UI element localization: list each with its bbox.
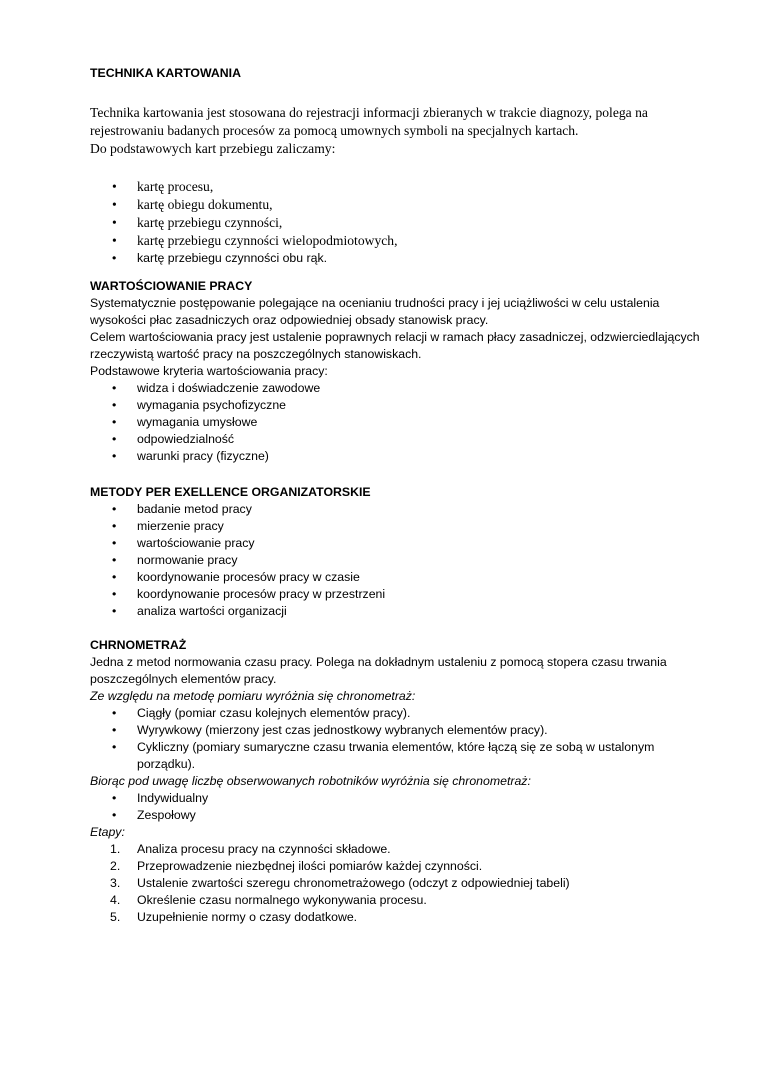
list-item: • Cykliczny (pomiary sumaryczne czasu trwania elementów, które łączą się ze sobą w ustalonym porządku). (90, 739, 710, 773)
list-item (90, 875, 710, 892)
chronometraz-subheading-method: Ze względu na metodę pomiaru wyróżnia się chronometraż: (90, 689, 416, 703)
chronometraz-paragraph-1: Jedna z metod normowania czasu pracy. Polega na dokładnym ustaleniu z pomocą stopera czasu trwania poszczególnych elementów pracy. (90, 655, 667, 686)
heading-wartosciowanie-pracy: WARTOŚCIOWANIE PRACY (90, 279, 253, 293)
chronometraz-method-list (90, 705, 710, 773)
step-text: Analiza procesu pracy na czynności składowe. (137, 842, 391, 856)
step-text: Przeprowadzenie niezbędnej ilości pomiarów każdej czynności. (137, 859, 483, 873)
list-item (90, 909, 710, 926)
list-item: • odpowiedzialność (90, 431, 710, 448)
technika-list (90, 178, 710, 267)
wartosciowanie-paragraph-1: Systematycznie postępowanie polegające na ocenianiu trudności pracy i jej uciążliwości w celu ustalenia wysokości płac zasadniczych oraz odpowiedniej obsady stanowisk pracy. (90, 296, 660, 327)
step-number: 5. (110, 910, 121, 924)
list-item: • kartę przebiegu czynności, (90, 214, 710, 232)
technika-intro (90, 104, 710, 158)
list-item: • analiza wartości organizacji (90, 603, 710, 620)
technika-paragraph-2: Do podstawowych kart przebiegu zaliczamy: (90, 141, 336, 156)
list-item: • koordynowanie procesów pracy w przestrzeni (90, 586, 710, 603)
step-number: 3. (110, 876, 121, 890)
list-item: • koordynowanie procesów pracy w czasie (90, 569, 710, 586)
list-item: • Indywidualny (90, 790, 710, 807)
list-item: • wymagania umysłowe (90, 414, 710, 431)
step-text: Określenie czasu normalnego wykonywania procesu. (137, 893, 427, 907)
heading-technika-kartowania: TECHNIKA KARTOWANIA (90, 66, 241, 80)
step-number: 4. (110, 893, 121, 907)
heading-metody-organizatorskie: METODY PER EXELLENCE ORGANIZATORSKIE (90, 485, 371, 499)
step-text: Ustalenie zwartości szeregu chronometrażowego (odczyt z odpowiedniej tabeli) (137, 876, 570, 890)
list-item: • kartę przebiegu czynności wielopodmiotowych, (90, 232, 710, 250)
list-item: • Zespołowy (90, 807, 710, 824)
list-item: • kartę przebiegu czynności obu rąk. (90, 250, 710, 267)
list-item (90, 858, 710, 875)
list-item: • widza i doświadczenie zawodowe (90, 380, 710, 397)
list-item: • Wyrywkowy (mierzony jest czas jednostkowy wybranych elementów pracy). (90, 722, 710, 739)
list-item: • wartościowanie pracy (90, 535, 710, 552)
list-item: • badanie metod pracy (90, 501, 710, 518)
step-number: 1. (110, 842, 121, 856)
metody-section (90, 484, 710, 620)
chronometraz-workers-list (90, 790, 710, 824)
wartosciowanie-paragraph-3: Podstawowe kryteria wartościowania pracy: (90, 364, 328, 378)
wartosciowanie-criteria-list (90, 380, 710, 465)
list-item (90, 892, 710, 909)
wartosciowanie-paragraph-2: Celem wartościowania pracy jest ustalenie poprawnych relacji w ramach płacy zasadniczej, odzwierciedlających rzeczywistą wartość pracy na poszczególnych stanowiskach. (90, 330, 700, 361)
list-item: • Ciągły (pomiar czasu kolejnych elementów pracy). (90, 705, 710, 722)
list-item: • mierzenie pracy (90, 518, 710, 535)
list-item: • kartę procesu, (90, 178, 710, 196)
technika-paragraph-1: Technika kartowania jest stosowana do rejestracji informacji zbieranych w trakcie diagnozy, polega na rejestrowaniu badanych procesów za pomocą umownych symboli na specjalnych kartach. (90, 105, 648, 138)
metody-list (90, 501, 710, 620)
list-item: • normowanie pracy (90, 552, 710, 569)
list-item: • wymagania psychofizyczne (90, 397, 710, 414)
chronometraz-subheading-workers: Biorąc pod uwagę liczbę obserwowanych robotników wyróżnia się chronometraż: (90, 774, 531, 788)
list-item: • warunki pracy (fizyczne) (90, 448, 710, 465)
step-text: Uzupełnienie normy o czasy dodatkowe. (137, 910, 358, 924)
list-item: • kartę obiegu dokumentu, (90, 196, 710, 214)
chronometraz-stages-list (90, 841, 710, 926)
step-number: 2. (110, 859, 121, 873)
heading-chronometraz: CHRNOMETRAŻ (90, 638, 187, 652)
list-item (90, 841, 710, 858)
chronometraz-section (90, 637, 710, 926)
wartosciowanie-section (90, 278, 710, 465)
chronometraz-subheading-stages: Etapy: (90, 825, 125, 839)
